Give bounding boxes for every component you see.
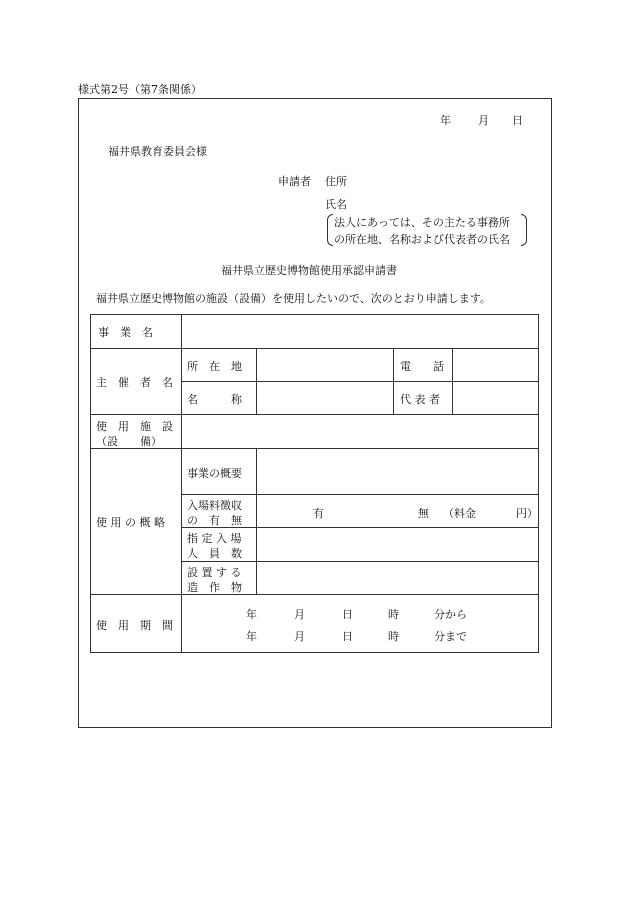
applicant-label: 申請者 [278,175,311,188]
date-year: 年 [440,114,451,127]
period-from-day: 日 [342,608,353,621]
event-name-label: 事 業 名 [98,326,153,339]
expected-label-line2: 人 員 数 [187,547,242,560]
note-left-bracket [327,214,333,246]
address-label: 住所 [325,175,347,188]
period-from-minute: 分から [434,608,467,621]
event-summary-label: 事業の概要 [187,467,242,480]
fee-label-line1: 入場料徴収 [187,499,242,512]
period-from-year: 年 [246,608,257,621]
addressee: 福井県教育委員会様 [108,145,207,158]
phone-label: 電 話 [400,360,444,373]
form-frame [78,98,552,728]
fee-yes: 有 [313,507,324,520]
fee-no: 無 [418,507,429,520]
applicant-note-line1: 法人にあっては、その主たる事務所 [334,216,510,229]
fee-label-line2: の 有 無 [187,514,242,527]
period-to-hour: 時 [388,630,399,643]
representative-label: 代 表 者 [400,393,440,406]
name-label: 氏名 [325,198,347,211]
org-name-label: 名 称 [187,393,242,406]
fee-amount: （料金 [443,507,476,520]
period-to-year: 年 [246,630,257,643]
location-label: 所 在 地 [187,360,242,373]
note-right-bracket [521,214,527,246]
intro-text: 福井県立歴史博物館の施設（設備）を使用したいので、次のとおり申請します。 [96,292,491,305]
structure-label-line1: 設 置 す る [187,566,242,579]
form-number: 様式第2号（第7条関係） [78,83,202,96]
period-from-month: 月 [294,608,305,621]
fee-yen: 円） [516,507,538,520]
period-to-minute: 分まで [434,630,467,643]
document-title: 福井県立歴史博物館使用承認申請書 [221,264,397,277]
organizer-label: 主 催 者 名 [96,376,173,389]
date-day: 日 [512,114,523,127]
applicant-note-line2: の所在地、名称および代表者の氏名 [334,233,510,246]
period-to-day: 日 [342,630,353,643]
period-to-month: 月 [294,630,305,643]
date-month: 月 [478,114,489,127]
usage-overview-label: 使 用 の 概 略 [96,516,165,529]
facility-label-line2: （設 備） [96,435,162,448]
facility-label-line1: 使 用 施 設 [96,420,173,433]
period-from-hour: 時 [388,608,399,621]
period-label: 使 用 期 間 [96,619,173,632]
expected-label-line1: 指 定 入 場 [187,532,242,545]
structure-label-line2: 造 作 物 [187,581,242,594]
